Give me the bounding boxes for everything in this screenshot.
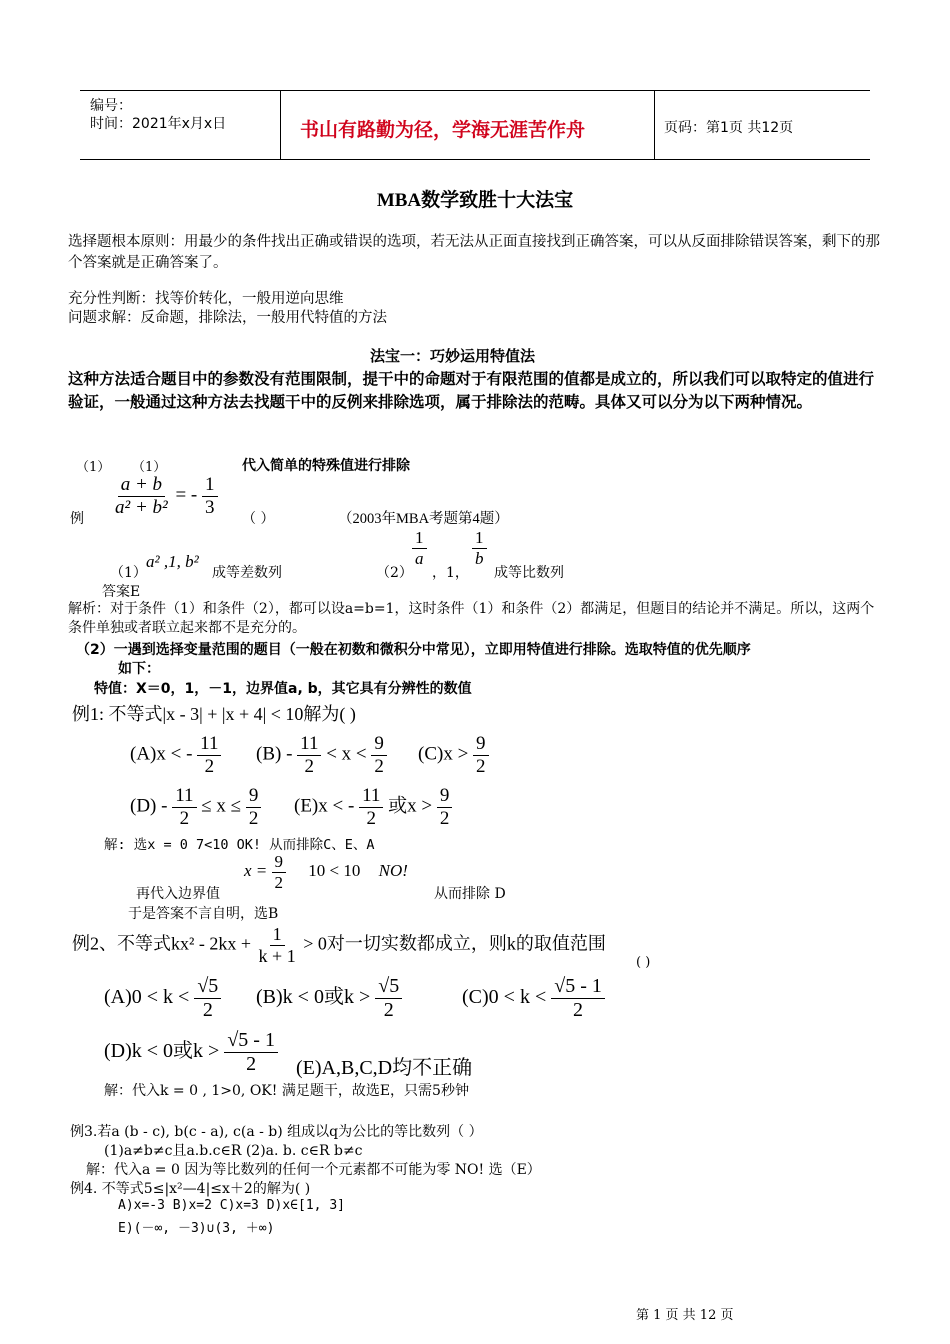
ex1-d-pre: (D) - (130, 795, 168, 817)
frac-den: 2 (476, 755, 486, 777)
ex2-paren: ( ) (636, 955, 651, 970)
ex1-e-pre: (E)x < - (294, 795, 355, 817)
ex2-option-d (104, 1029, 278, 1076)
ex2-stem-pre: 例2、不等式kx² - 2kx + (72, 933, 252, 954)
ex1-sol2-check: 10 < 10 (308, 860, 361, 880)
frac-den: 2 (439, 807, 450, 829)
equation (112, 474, 218, 519)
header-meta-cell (80, 91, 281, 159)
frac-num: √5 (375, 975, 402, 999)
ex2-a-pre: (A)0 < k < (104, 986, 190, 1009)
ex3-stem: 例3.若a (b - c), b(c - a), c(a - b) 组成以q为公比的等比数列（ ） (70, 1124, 483, 1140)
ex1-option-d (130, 785, 261, 830)
cond1-pre: （1） (110, 565, 147, 581)
ex3-solution: 解：代入a = 0 因为等比数列的任何一个元素都不可能为零 NO! 选（E） (86, 1162, 541, 1178)
example-label: 例 (70, 511, 84, 527)
frac-den: 2 (374, 755, 384, 777)
frac-num: √5 - 1 (551, 975, 605, 999)
frac-num: 9 (473, 733, 489, 756)
ex1-b-pre: (B) - (256, 743, 293, 765)
ex4-stem: 例4. 不等式5≤|x²—4|≤x＋2的解为( ) (70, 1181, 311, 1197)
ex1-solution-1: 解: 选x = 0 7<10 OK! 从而排除C、E、A (104, 837, 375, 853)
ex1-solution-3: 再代入边界值 (136, 886, 220, 902)
section1-desc: 这种方法适合题目中的参数没有范围限制，提干中的命题对于有限范围的值都是成立的，所以我们可以取特定的值进行验证，一般通过这种方法去找题干中的反例来排除选项，属于排除法的范畴。具体又可以分为以下两种情况。 (68, 370, 875, 411)
cond2-post: 成等比数列 (494, 565, 564, 581)
case1-heading: 代入简单的特殊值进行排除 (242, 458, 410, 474)
cond1-terms: a² ,1, b² (146, 552, 199, 571)
ex2-option-b (256, 975, 402, 1022)
cond2-frac-b (472, 528, 487, 568)
time-label: 时间：2021年x月x日 (90, 116, 227, 132)
header-page-cell (654, 91, 870, 159)
cond2-one-b: 1 (472, 528, 487, 549)
page-footer: 第 1 页 共 12 页 (636, 1308, 734, 1323)
ex2-c-pre: (C)0 < k < (462, 986, 547, 1009)
ex4-options-2: E)(－∞, －3)∪(3, ＋∞) (118, 1221, 275, 1236)
header-motto-cell (280, 91, 655, 159)
frac-den: 2 (304, 755, 315, 777)
frac-num: √5 - 1 (224, 1029, 278, 1053)
section1-heading: 法宝一：巧妙运用特值法 (370, 347, 536, 365)
ex1-option-e (294, 785, 452, 830)
frac-num: √5 (194, 975, 221, 999)
answer-paren: （ ） (242, 511, 275, 527)
motto: 书山有路勤为径，学海无涯苦作舟 (300, 119, 586, 141)
eq-numerator: a + b (118, 474, 165, 497)
frac-den: 2 (202, 999, 213, 1021)
principle-text: 选择题根本原则：用最少的条件找出正确或错误的选项，若无法从正面直接找到正确答案，可以从反面排除错误答案，剩下的那个答案就是正确答案了。 (68, 234, 880, 271)
ex1-stem: 例1: 不等式|x - 3| + |x + 4| < 10解为( ) (72, 704, 356, 724)
frac-den: 2 (274, 872, 284, 892)
frac-num: 11 (359, 785, 383, 808)
ex1-a-pre: (A)x < - (130, 743, 193, 765)
problem-solving-text: 问题求解：反命题，排除法，一般用代特值的方法 (68, 310, 387, 326)
frac-num: 9 (371, 733, 387, 756)
frac-num: 11 (297, 733, 321, 756)
frac-num: 9 (272, 852, 287, 873)
sufficiency-text: 充分性判断：找等价转化，一般用逆向思维 (68, 291, 344, 307)
ex1-sol2-no: NO! (378, 860, 408, 880)
ex2-option-c (462, 975, 605, 1022)
cond2-b: b (475, 548, 484, 568)
ex2-stem-num: 1 (270, 924, 285, 946)
page-title: MBA数学致胜十大法宝 (376, 190, 574, 211)
ex1-b-mid: < x < (326, 743, 367, 765)
ex4-options-1: A)x=-3 B)x=2 C)x=3 D)x∈[1, 3] (118, 1198, 345, 1213)
ex2-stem-post: > 0对一切实数都成立，则k的取值范围 (303, 933, 606, 954)
frac-num: 9 (246, 785, 262, 808)
case1-num-b: （1） (132, 460, 167, 475)
ex1-option-a (130, 733, 221, 778)
ex1-solution-3-right: 从而排除 D (434, 886, 506, 902)
ex3-conditions: (1)a≠b≠c且a.b.c∈R (2)a. b. c∈R b≠c (104, 1143, 363, 1159)
frac-den: 2 (204, 755, 215, 777)
ex1-sol2-x: x = (244, 860, 268, 880)
cond2-one-a: 1 (412, 528, 427, 549)
answer-text: 答案E (102, 584, 141, 600)
ex2-option-e: (E)A,B,C,D均不正确 (296, 1057, 473, 1079)
special-values: 特值：X＝0，1，－1，边界值a, b，其它具有分辨性的数值 (94, 681, 472, 697)
analysis-text: 解析：对于条件（1）和条件（2），都可以设a=b=1，这时条件（1）和条件（2）都满足，但题目的结论并不满足。所以，这两个条件单独或者联立起来都不是充分的。 (68, 601, 875, 636)
eq-denominator: a² + b² (115, 496, 168, 518)
cond1-post: 成等差数列 (212, 565, 282, 581)
page-info: 页码：第1页 共12页 (664, 120, 794, 136)
frac-den: 2 (248, 807, 259, 829)
ex1-solution-4: 于是答案不言自明，选B (128, 906, 279, 922)
frac-den: 2 (366, 807, 376, 829)
case2-heading-line1: （2）一遇到选择变量范围的题目（一般在初数和微积分中常见），立即用特值进行排除。选取特值的优先顺序 (76, 642, 751, 658)
ex1-c-pre: (C)x > (418, 743, 469, 765)
cond2-a: a (415, 548, 424, 568)
ex1-solution-2 (244, 852, 408, 892)
frac-den: 2 (179, 807, 190, 829)
case2-heading-line2: 如下： (118, 661, 160, 677)
frac-den: 2 (246, 1053, 257, 1075)
eq-rhs-num: 1 (202, 474, 218, 497)
frac-num: 11 (172, 785, 196, 808)
ex1-e-mid: 或x > (388, 795, 433, 817)
ex2-d-pre: (D)k < 0或k > (104, 1040, 220, 1063)
ex2-stem-den: k + 1 (258, 945, 296, 966)
number-label: 编号： (90, 98, 132, 114)
ex1-option-c (418, 733, 489, 778)
cond2-pre: （2） (376, 565, 413, 581)
cond2-mid: ，1， (432, 565, 469, 581)
frac-num: 9 (437, 785, 453, 808)
case1-num-a: （1） (76, 460, 111, 475)
document-header (80, 90, 870, 160)
ex2-stem (72, 924, 606, 966)
frac-num: 11 (197, 733, 221, 756)
ex2-option-a (104, 975, 221, 1022)
ex1-option-b (256, 733, 387, 778)
source: （2003年MBA考题第4题） (338, 511, 509, 527)
eq-rhs: = - (175, 484, 198, 506)
ex2-b-pre: (B)k < 0或k > (256, 986, 371, 1009)
frac-den: 2 (573, 999, 584, 1021)
eq-rhs-den: 3 (205, 496, 215, 518)
cond2-frac-a (412, 528, 427, 568)
frac-den: 2 (383, 999, 394, 1021)
ex2-solution: 解：代入k = 0 , 1>0, OK! 满足题干，故选E，只需5秒钟 (104, 1083, 469, 1099)
ex1-d-mid: ≤ x ≤ (201, 795, 242, 817)
